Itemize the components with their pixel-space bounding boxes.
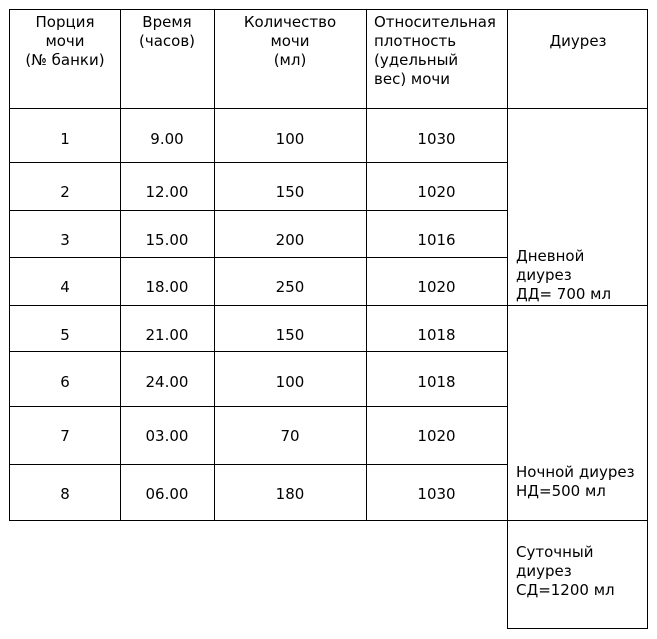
grid-line — [507, 9, 508, 629]
grid-line — [9, 210, 508, 211]
grid-line — [9, 108, 648, 109]
cell-density: 1020 — [417, 183, 456, 201]
cell-portion: 8 — [60, 485, 70, 503]
cell-density: 1020 — [417, 278, 456, 296]
cell-portion: 2 — [60, 183, 70, 201]
cell-density: 1018 — [417, 326, 456, 344]
cell-density: 1016 — [417, 231, 456, 249]
cell-portion: 1 — [60, 130, 70, 148]
cell-volume: 70 — [280, 427, 300, 445]
header-time: Время (часов) — [138, 13, 196, 50]
grid-line — [9, 9, 648, 10]
cell-volume: 180 — [275, 485, 305, 503]
cell-portion: 4 — [60, 278, 70, 296]
header-portion: Порция мочи (№ банки) — [25, 13, 105, 69]
cell-portion: 7 — [60, 427, 70, 445]
grid-line — [366, 9, 367, 521]
cell-time: 15.00 — [145, 231, 189, 249]
cell-volume: 250 — [275, 278, 305, 296]
header-density: Относительная плотность (удельный вес) мочи — [374, 13, 496, 88]
day-diuresis: Дневной диурез ДД= 700 мл — [516, 247, 612, 303]
cell-density: 1030 — [417, 130, 456, 148]
cell-time: 12.00 — [145, 183, 189, 201]
grid-line — [214, 9, 215, 521]
cell-time: 06.00 — [145, 485, 189, 503]
grid-line — [647, 9, 648, 629]
cell-density: 1030 — [417, 485, 456, 503]
cell-time: 9.00 — [150, 130, 184, 148]
cell-portion: 6 — [60, 373, 70, 391]
cell-density: 1020 — [417, 427, 456, 445]
grid-line — [9, 257, 508, 258]
cell-time: 24.00 — [145, 373, 189, 391]
grid-line — [9, 406, 508, 407]
grid-line — [120, 9, 121, 521]
grid-line — [507, 628, 648, 629]
grid-line — [9, 351, 508, 352]
cell-time: 18.00 — [145, 278, 189, 296]
cell-volume: 100 — [275, 130, 305, 148]
grid-line — [9, 305, 648, 306]
cell-density: 1018 — [417, 373, 456, 391]
cell-portion: 3 — [60, 231, 70, 249]
header-volume: Количество мочи (мл) — [243, 13, 337, 69]
grid-line — [9, 464, 508, 465]
cell-time: 03.00 — [145, 427, 189, 445]
grid-line — [9, 9, 10, 521]
grid-line — [9, 162, 508, 163]
cell-volume: 100 — [275, 373, 305, 391]
cell-volume: 150 — [275, 183, 305, 201]
daily-diuresis: Суточный диурез СД=1200 мл — [516, 543, 615, 599]
cell-time: 21.00 — [145, 326, 189, 344]
grid-line — [9, 520, 648, 521]
night-diuresis: Ночной диурез НД=500 мл — [516, 463, 635, 500]
cell-volume: 200 — [275, 231, 305, 249]
header-diuresis: Диурез — [549, 32, 607, 50]
cell-volume: 150 — [275, 326, 305, 344]
cell-portion: 5 — [60, 326, 70, 344]
